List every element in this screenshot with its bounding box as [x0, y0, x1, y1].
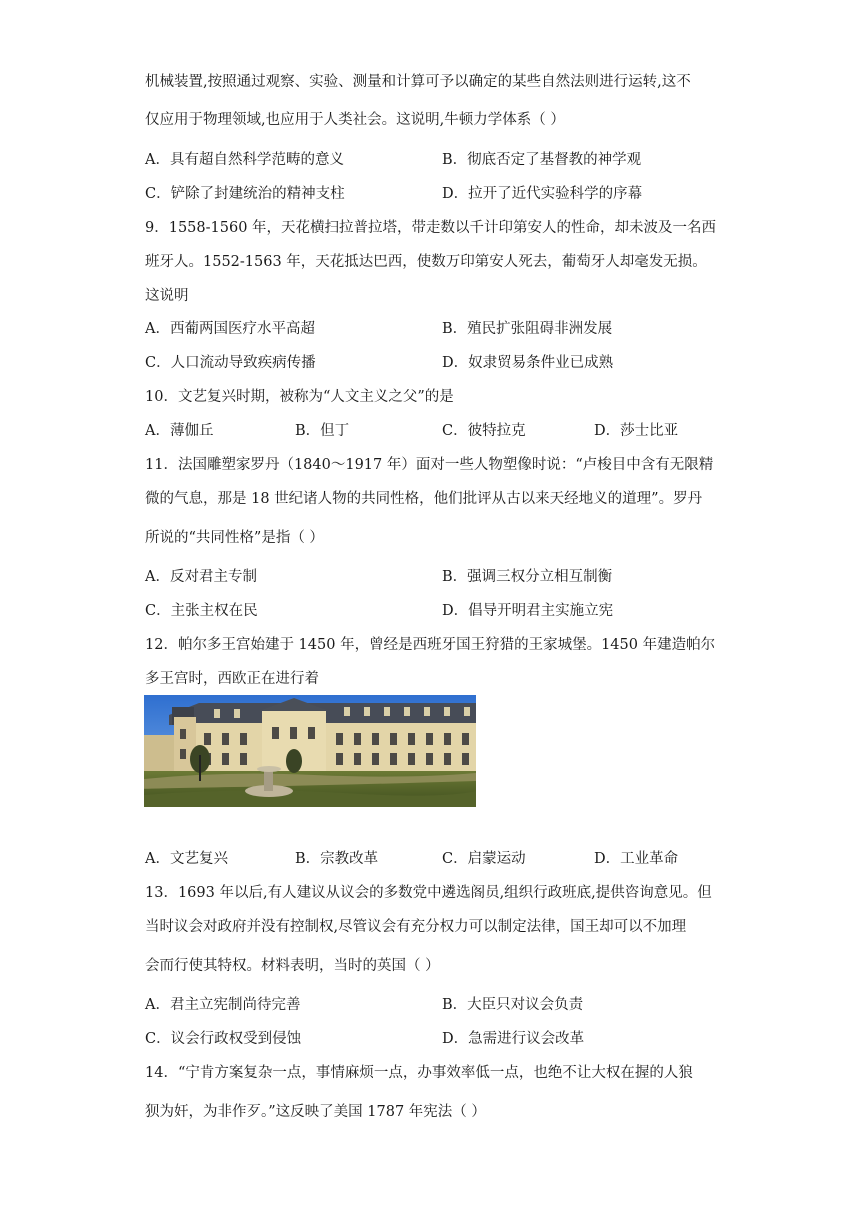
q13-stem-line3: 会而行使其特权。材料表明，当时的英国（ ） [145, 958, 440, 974]
q12-option-b: B．宗教改革 [295, 851, 379, 867]
q12-stem-line1: 12．帕尔多王宫始建于 1450 年，曾经是西班牙国王狩猎的王家城堡。1450 年建造帕尔 [145, 637, 716, 653]
q13-stem-line2: 当时议会对政府并没有控制权,尽管议会有充分权力可以制定法律，国王却可以不加理 [145, 919, 687, 935]
q11-option-d: D．倡导开明君主实施立宪 [442, 603, 614, 619]
q8-option-d: D．拉开了近代实验科学的序幕 [442, 186, 643, 202]
q8-option-c: C．铲除了封建统治的精神支柱 [145, 186, 345, 202]
q9-stem-line1: 9．1558-1560 年，天花横扫拉普拉塔，带走数以千计印第安人的性命，却未波及一名西 [145, 220, 717, 236]
q9-stem-line3: 这说明 [145, 288, 189, 304]
q13-stem-line1: 13．1693 年以后,有人建议从议会的多数党中遴选阁员,组织行政班底,提供咨询意见。但 [145, 885, 712, 901]
q10-option-a: A．薄伽丘 [145, 423, 214, 439]
q13-option-b: B．大臣只对议会负责 [442, 997, 584, 1013]
palace-photo [144, 695, 476, 807]
q12-option-a: A．文艺复兴 [145, 851, 228, 867]
q14-stem-line1: 14．“宁肯方案复杂一点，事情麻烦一点，办事效率低一点，也绝不让大权在握的人狼 [145, 1065, 693, 1081]
q10-stem: 10．文艺复兴时期，被称为“人文主义之父”的是 [145, 389, 454, 405]
q14-stem-line2: 狈为奸，为非作歹。”这反映了美国 1787 年宪法（ ） [145, 1104, 486, 1120]
q8-option-b: B．彻底否定了基督教的神学观 [442, 152, 642, 168]
q9-option-a: A．西葡两国医疗水平高超 [145, 321, 315, 337]
q11-option-c: C．主张主权在民 [145, 603, 258, 619]
q11-option-a: A．反对君主专制 [145, 569, 257, 585]
q9-stem-line2: 班牙人。1552-1563 年，天花抵达巴西，使数万印第安人死去，葡萄牙人却毫发无损。 [145, 254, 707, 270]
q10-option-d: D．莎士比亚 [594, 423, 679, 439]
q12-option-d: D．工业革命 [594, 851, 679, 867]
q11-stem-line2: 微的气息，那是 18 世纪诸人物的共同性格，他们批评从古以来天经地义的道理”。罗丹 [145, 491, 703, 507]
q9-option-c: C．人口流动导致疾病传播 [145, 355, 316, 371]
q9-option-d: D．奴隶贸易条件业已成熟 [442, 355, 614, 371]
q12-option-c: C．启蒙运动 [442, 851, 526, 867]
q11-stem-line1: 11．法国雕塑家罗丹（1840～1917 年）面对一些人物塑像时说：“卢梭目中含有无限精 [145, 457, 714, 473]
q11-stem-line3: 所说的“共同性格”是指（ ） [145, 530, 324, 546]
q13-option-c: C．议会行政权受到侵蚀 [145, 1031, 302, 1047]
q12-stem-line2: 多王宫时，西欧正在进行着 [145, 671, 319, 687]
q13-option-d: D．急需进行议会改革 [442, 1031, 585, 1047]
el-pardo-palace-image [144, 695, 476, 807]
q9-option-b: B．殖民扩张阻碍非洲发展 [442, 321, 613, 337]
q8-option-a: A．具有超自然科学范畴的意义 [145, 152, 344, 168]
q13-option-a: A．君主立宪制尚待完善 [145, 997, 301, 1013]
q11-option-b: B．强调三权分立相互制衡 [442, 569, 613, 585]
q8-stem-line1: 机械装置,按照通过观察、实验、测量和计算可予以确定的某些自然法则进行运转,这不 [145, 74, 691, 90]
q8-stem-line2: 仅应用于物理领域,也应用于人类社会。这说明,牛顿力学体系（ ） [145, 112, 565, 128]
q10-option-c: C．彼特拉克 [442, 423, 526, 439]
q10-option-b: B．但丁 [295, 423, 350, 439]
